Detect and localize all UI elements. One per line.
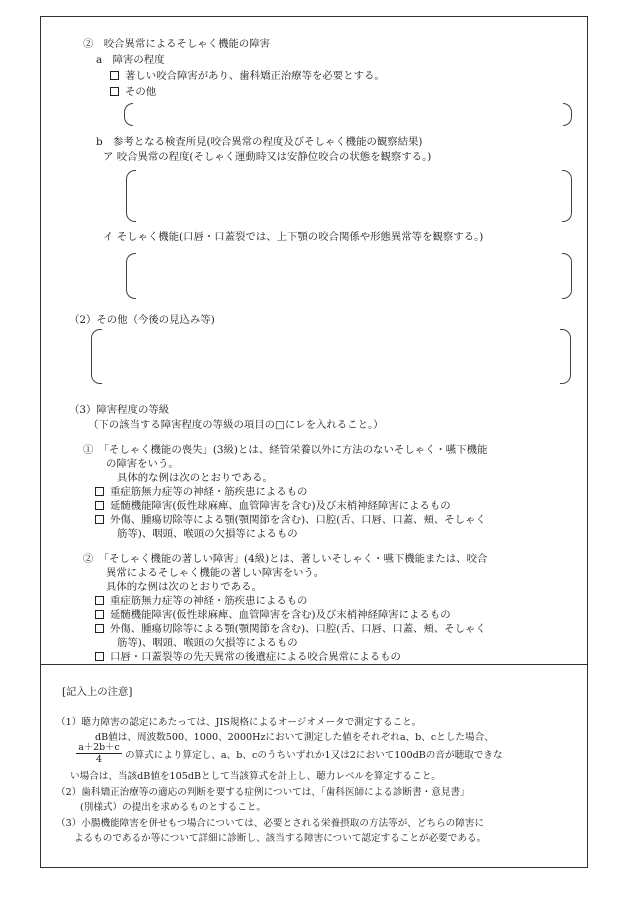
formula-numerator: a＋2b＋c [76, 742, 122, 754]
checkbox-grade4-medulla[interactable] [95, 610, 104, 619]
checkbox-grade3-medulla[interactable] [95, 501, 104, 510]
grade3-item-trauma-cont: 筋等)、咽頭、喉頭の欠損等によるもの [117, 528, 298, 540]
grade3-item-neuromuscular[interactable]: 重症筋無力症等の神経・筋疾患によるもの [95, 486, 307, 499]
grade4-item-trauma-cont: 筋等)、咽頭、喉頭の欠損等によるもの [117, 637, 298, 649]
disability-grade-note: （下の該当する障害程度の等級の項目の□にレを入れること。） [88, 419, 384, 431]
checkbox-grade4-cleft[interactable] [95, 652, 104, 661]
occlusion-bracket-right[interactable] [562, 170, 572, 222]
note-3-line2: よるものであるか等について詳細に診断し、該当する障害について認定することが必要である。 [74, 833, 487, 844]
mastication-bracket-left[interactable] [126, 253, 136, 299]
severity-option-orthodontic[interactable]: 著しい咬合障害があり、歯科矯正治療等を必要とする。 [110, 70, 385, 83]
checkbox-grade4-trauma[interactable] [95, 624, 104, 633]
notes-divider [40, 664, 588, 665]
prognosis-bracket-right[interactable] [560, 329, 571, 384]
grade3-item-medulla[interactable]: 延髄機能障害(仮性球麻痺、血管障害を含む)及び末梢神経障害によるもの [95, 500, 451, 513]
grade4-item-cleft[interactable]: 口唇・口蓋裂等の先天異常の後遺症による咬合異常によるもの [95, 651, 401, 664]
occlusion-bracket-left[interactable] [126, 170, 136, 222]
notes-heading: [記入上の注意] [62, 686, 133, 698]
grade3-definition-line1: ① 「そしゃく機能の喪失」(3級)とは、経管栄養以外に方法のないそしゃく・嚥下機能 [83, 444, 488, 456]
severity-label: a 障害の程度 [96, 54, 165, 66]
grade3-item-trauma[interactable]: 外傷、腫瘍切除等による顎(顎関節を含む)、口腔(舌、口唇、口蓋、頬、そしゃく [95, 514, 486, 527]
note-1-line3: の算式により算定し、a、b、cのうちいずれか1又は2において100dBの音が聴取できな [125, 750, 503, 761]
mastication-bracket-right[interactable] [562, 253, 572, 299]
checkbox-orthodontic[interactable] [110, 71, 119, 80]
grade4-item-medulla[interactable]: 延髄機能障害(仮性球麻痺、血管障害を含む)及び末梢神経障害によるもの [95, 609, 451, 622]
disability-grade-title: （3）障害程度の等級 [69, 404, 170, 416]
note-2-line2: (別様式）の提出を求めるものとすること。 [80, 802, 267, 813]
formula-fraction [76, 742, 122, 765]
grade4-examples-intro: 具体的な例は次のとおりである。 [106, 581, 262, 593]
grade4-item-neuromuscular[interactable]: 重症筋無力症等の神経・筋疾患によるもの [95, 595, 307, 608]
grade3-examples-intro: 具体的な例は次のとおりである。 [117, 472, 273, 484]
note-1-line1: （1）聴力障害の認定にあたっては、JIS規格によるオージオメータで測定すること。 [56, 717, 422, 728]
grade4-definition-line1: ② 「そしゃく機能の著しい障害」(4級)とは、著しいそしゃく・嚥下機能または、咬合 [83, 553, 488, 565]
grade4-definition-line2: 異常によるそしゃく機能の著しい障害をいう。 [106, 567, 325, 579]
prognosis-bracket-left[interactable] [91, 329, 102, 384]
checkbox-other[interactable] [110, 87, 119, 96]
checkbox-grade4-neuromuscular[interactable] [95, 596, 104, 605]
occlusion-degree-label: ア 咬合異常の程度(そしゃく運動時又は安静位咬合の状態を観察する。) [103, 151, 432, 163]
findings-label: b 参考となる検査所見(咬合異常の程度及びそしゃく機能の観察結果) [96, 136, 423, 148]
grade4-item-trauma[interactable]: 外傷、腫瘍切除等による顎(顎関節を含む)、口腔(舌、口唇、口蓋、頬、そしゃく [95, 623, 486, 636]
checkbox-grade3-trauma[interactable] [95, 515, 104, 524]
note-3-line1: （3）小腸機能障害を併せもつ場合については、必要とされる栄養摂取の方法等が、どちらの障害に [56, 818, 485, 829]
section-2-title: ② 咬合異常によるそしゃく機能の障害 [83, 38, 271, 50]
note-2-line1: （2）歯科矯正治療等の適応の判断を要する症例については、「歯科医師による診断書・意見書」 [56, 787, 470, 798]
note-1-line2: dB値は、周波数500、1000、2000Hzにおいて測定した値をそれぞれa、b、cとした場合、 [95, 732, 494, 743]
severity-option-other[interactable]: その他 [110, 86, 156, 99]
formula-denominator: 4 [96, 754, 102, 765]
note-1-line4: い場合は、当該dB値を105dBとして当該算式を計上し、聴力レベルを算定すること。 [70, 771, 441, 782]
mastication-function-label: イ そしゃく機能(口唇・口蓋裂では、上下顎の咬合関係や形態異常等を観察する。) [103, 231, 484, 243]
other-bracket-left[interactable] [124, 103, 133, 126]
checkbox-grade3-neuromuscular[interactable] [95, 487, 104, 496]
grade3-definition-line2: の障害をいう。 [106, 458, 179, 470]
other-prognosis-title: （2）その他（今後の見込み等) [69, 314, 215, 326]
